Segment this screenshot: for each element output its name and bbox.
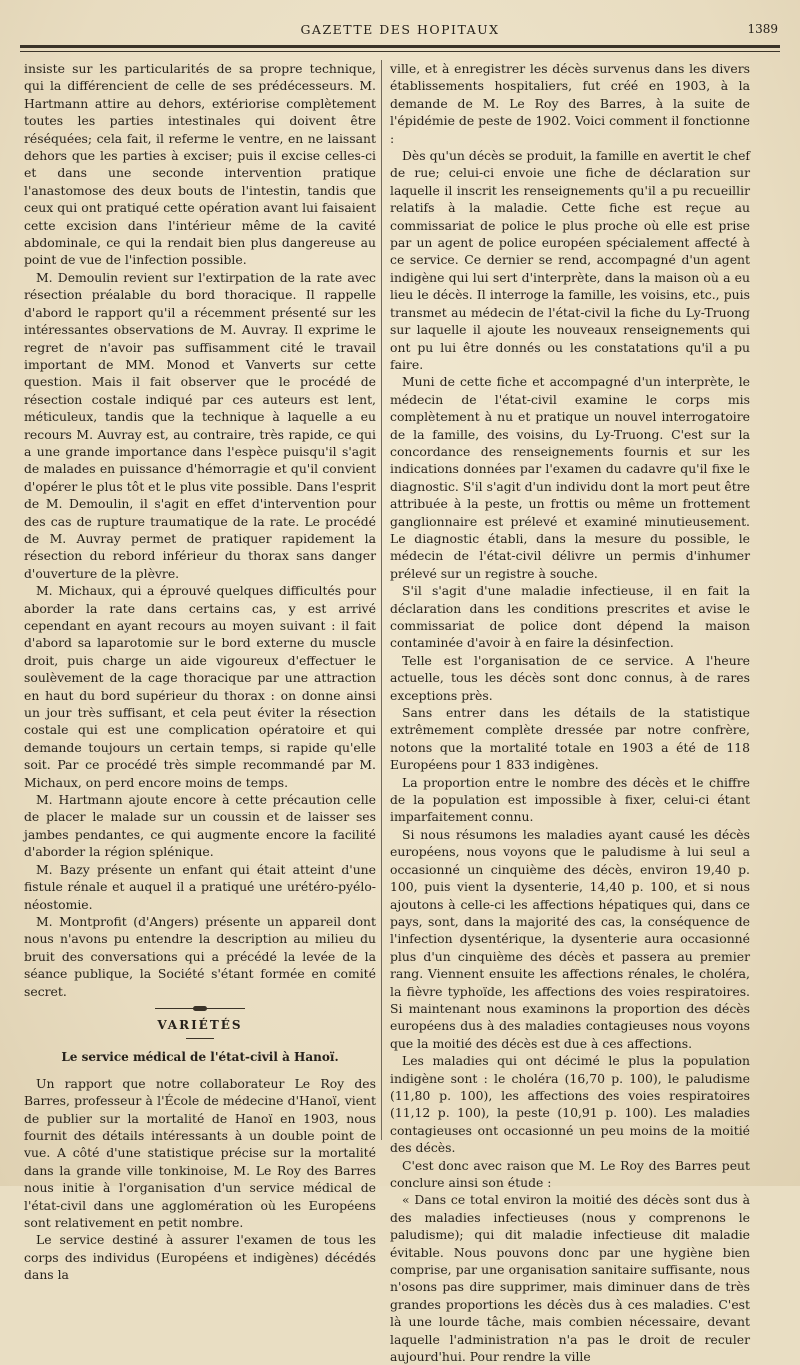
paragraph: La proportion entre le nombre des décès et le chiffre de la population est impossible à fixer, celui-ci étant imparfaitement connu. [390,774,750,825]
paragraph: Sans entrer dans les détails de la statistique extrêmement complète dressée par notre confrère, notons que la mortalité totale en 1903 a été de 118 Européens pour 1 833 indigènes. [390,705,750,773]
paragraph: S'il s'agit d'une maladie infectieuse, il en fait la déclaration dans les conditions prescrites et avise le commissariat de police dont dépend la maison contaminée d'avoir à en faire la désinfection. [390,583,750,651]
section-title: VARIÉTÉS [157,1017,243,1032]
article-title: Le service médical de l'état-civil à Hanoï. [61,1050,339,1065]
paragraph: M. Bazy présente un enfant qui était atteint d'une fistule rénale et auquel il a pratiqué une urétéro-pyélo-néostomie. [24,861,376,912]
title-rule [186,1038,214,1039]
paragraph: Dès qu'un décès se produit, la famille en avertit le chef de rue; celui-ci envoie une fiche de déclaration sur laquelle il inscrit les renseignements qu'il a pu recueillir relatifs à la maladie. Cette fiche est reçue au commissariat de police le plus proche où elle est prise par un agent de police européen spécialement affecté à ce service. Ce dernier se rend, accompagné d'un agent indigène qui lui sert d'interprète, dans la maison où a eu lieu le décès. Il interroge la famille, les voisins, etc., puis transmet au médecin de l'état-civil la fiche du Ly-Truong sur laquelle il ajoute les nouveaux renseignements qui ont pu lui être donnés ou les constatations qu'il a pu faire. [390,148,750,372]
paragraph: M. Michaux, qui a éprouvé quelques difficultés pour aborder la rate dans certains cas, y est arrivé cependant en ayant recours au moyen suivant : il fait d'abord sa laparotomie sur le bord externe du muscle droit, puis charge un aide vigoureux d'effectuer le soulèvement de la cage thoracique par une attraction en haut du bord supérieur du thorax : on donne ainsi un jour très suffisant, et cela peut éviter la résection costale qui est une complication opératoire et qui demande toujours un certain temps, si rapide qu'elle soit. Par ce procédé très simple recommandé par M. Michaux, on perd encore moins de temps. [24,583,376,790]
paragraph: M. Montprofit (d'Angers) présente un appareil dont nous n'avons pu entendre la description au milieu du bruit des conversations qui a précédé la levée de la séance publique, la Société s'étant formée en comité secret. [24,913,376,999]
paragraph: Telle est l'organisation de ce service. A l'heure actuelle, tous les décès sont donc connus, à de rares exceptions près. [390,652,750,703]
paragraph: M. Hartmann ajoute encore à cette précaution celle de placer le malade sur un coussin et de laisser ses jambes pendantes, ce qui augmente encore la facilité d'aborder la région splénique. [24,792,376,860]
left-column [24,60,376,1284]
right-column [390,60,750,1365]
section-separator [155,1008,245,1009]
paragraph: Les maladies qui ont décimé le plus la population indigène sont : le choléra (16,70 p. 100), le paludisme (11,80 p. 100), les affections des voies respiratoires (11,12 p. 100), la peste (10,91 p. 100). Les maladies contagieuses ont occasionné un peu moins de la moitié des décès. [390,1053,750,1156]
header-rule-thin [20,51,780,52]
paragraph: Muni de cette fiche et accompagné d'un interprète, le médecin de l'état-civil examine le corps mis complètement à nu et pratique un nouvel interrogatoire de la famille, des voisins, du Ly-Truong. C'est sur la concordance des renseignements fournis et sur les indications données par l'examen du cadavre qu'il fixe le diagnostic. S'il s'agit d'un individu dont la mort peut être attribuée à la peste, un frottis ou même un frottement ganglionnaire est prélevé et examiné minutieusement. Le diagnostic établi, dans la mesure du possible, le médecin de l'état-civil délivre un permis d'inhumer prélevé sur un registre à souche. [390,374,750,581]
paragraph: ville, et à enregistrer les décès survenus dans les divers établissements hospitaliers, fut créé en 1903, à la demande de M. Le Roy des Barres, à la suite de l'épidémie de peste de 1902. Voici comment il fonctionne : [390,61,750,146]
paragraph: Si nous résumons les maladies ayant causé les décès européens, nous voyons que le paludisme à lui seul a occasionné un cinquième des décès, environ 19,40 p. 100, puis vient la dysenterie, 14,40 p. 100, et si nous ajoutons à celle-ci les affections hépatiques qui, dans ce pays, sont, dans la majorité des cas, la conséquence de l'infection dysentérique, la dysenterie aura occasionné plus d'un cinquième des décès et passera au premier rang. Viennent ensuite les affections rénales, le choléra, la fièvre typhoïde, les affections des voies respiratoires. Si maintenant nous examinons la proportion des décès européens dus à des maladies contagieuses nous voyons que la moitié des décès est due à ces affections. [390,826,750,1051]
paragraph: « Dans ce total environ la moitié des décès sont dus à des maladies infectieuses (nous y comprenons le paludisme); qui dit maladie infectieuse dit maladie évitable. Nous pouvons donc par une hygiène bien comprise, par une organisation sanitaire suffisante, nous n'osons pas dire supprimer, mais diminuer dans de très grandes proportions les décès dus à ces maladies. C'est là une lourde tâche, mais combien nécessaire, devant laquelle l'administration n'a pas le droit de reculer aujourd'hui. Pour rendre la ville [390,1192,750,1365]
paragraph: Un rapport que notre collaborateur Le Roy des Barres, professeur à l'École de médecine d'Hanoï, vient de publier sur la mortalité de Hanoï en 1903, nous fournit des détails intéressants à un double point de vue. A côté d'une statistique précise sur la mortalité dans la grande ville tonkinoise, M. Le Roy des Barres nous initie à l'organisation d'un service médical de l'état-civil dans une agglomération où les Européens sont relativement en petit nombre. [24,1075,376,1230]
paragraph: M. Demoulin revient sur l'extirpation de la rate avec résection préalable du bord thoracique. Il rappelle d'abord le rapport qu'il a récemment présenté sur les intéressantes observations de M. Auvray. Il exprime le regret de n'avoir pas suffisamment cité le travail important de MM. Monod et Vanverts sur cette question. Mais il fait observer que le procédé de résection costale indiqué par ces auteurs est lent, méticuleux, tandis que la technique à laquelle a eu recours M. Auvray est, au contraire, très rapide, ce qui a une grande importance dans l'espèce puisqu'il s'agit de malades en puissance d'hémorragie et qu'il convient d'opérer le plus tôt et le plus vite possible. Dans l'esprit de M. Demoulin, il s'agit en effet d'intervention pour des cas de rupture traumatique de la rate. Le procédé de M. Auvray permet de pratiquer rapidement la résection du rebord inférieur du thorax sans danger d'ouverture de la plèvre. [24,269,376,581]
paragraph: Le service destiné à assurer l'examen de tous les corps des individus (Européens et indigènes) décédés dans la [24,1232,376,1283]
paragraph: insiste sur les particularités de sa propre technique, qui la différencient de celle de ses prédécesseurs. M. Hartmann attire au dehors, extériorise complètement toutes les parties intestinales qui doivent être réséquées; cela fait, il referme le ventre, en ne laissant dehors que les parties à exciser; puis il excise celles-ci et dans une seconde intervention pratique l'anastomose des deux bouts de l'intestin, tandis que ceux qui ont pratiqué cette opération avant lui faisaient cette excision dans l'intérieur même de la cavité abdominale, ce qui la rendait bien plus dangereuse au point de vue de l'infection possible. [24,61,376,268]
column-divider [381,60,382,1140]
header-rule-thick [20,45,780,48]
journal-title: GAZETTE DES HOPITAUX [300,22,500,37]
paragraph: C'est donc avec raison que M. Le Roy des Barres peut conclure ainsi son étude : [390,1157,750,1190]
page-number: 1389 [747,22,778,36]
page-header [20,22,780,42]
